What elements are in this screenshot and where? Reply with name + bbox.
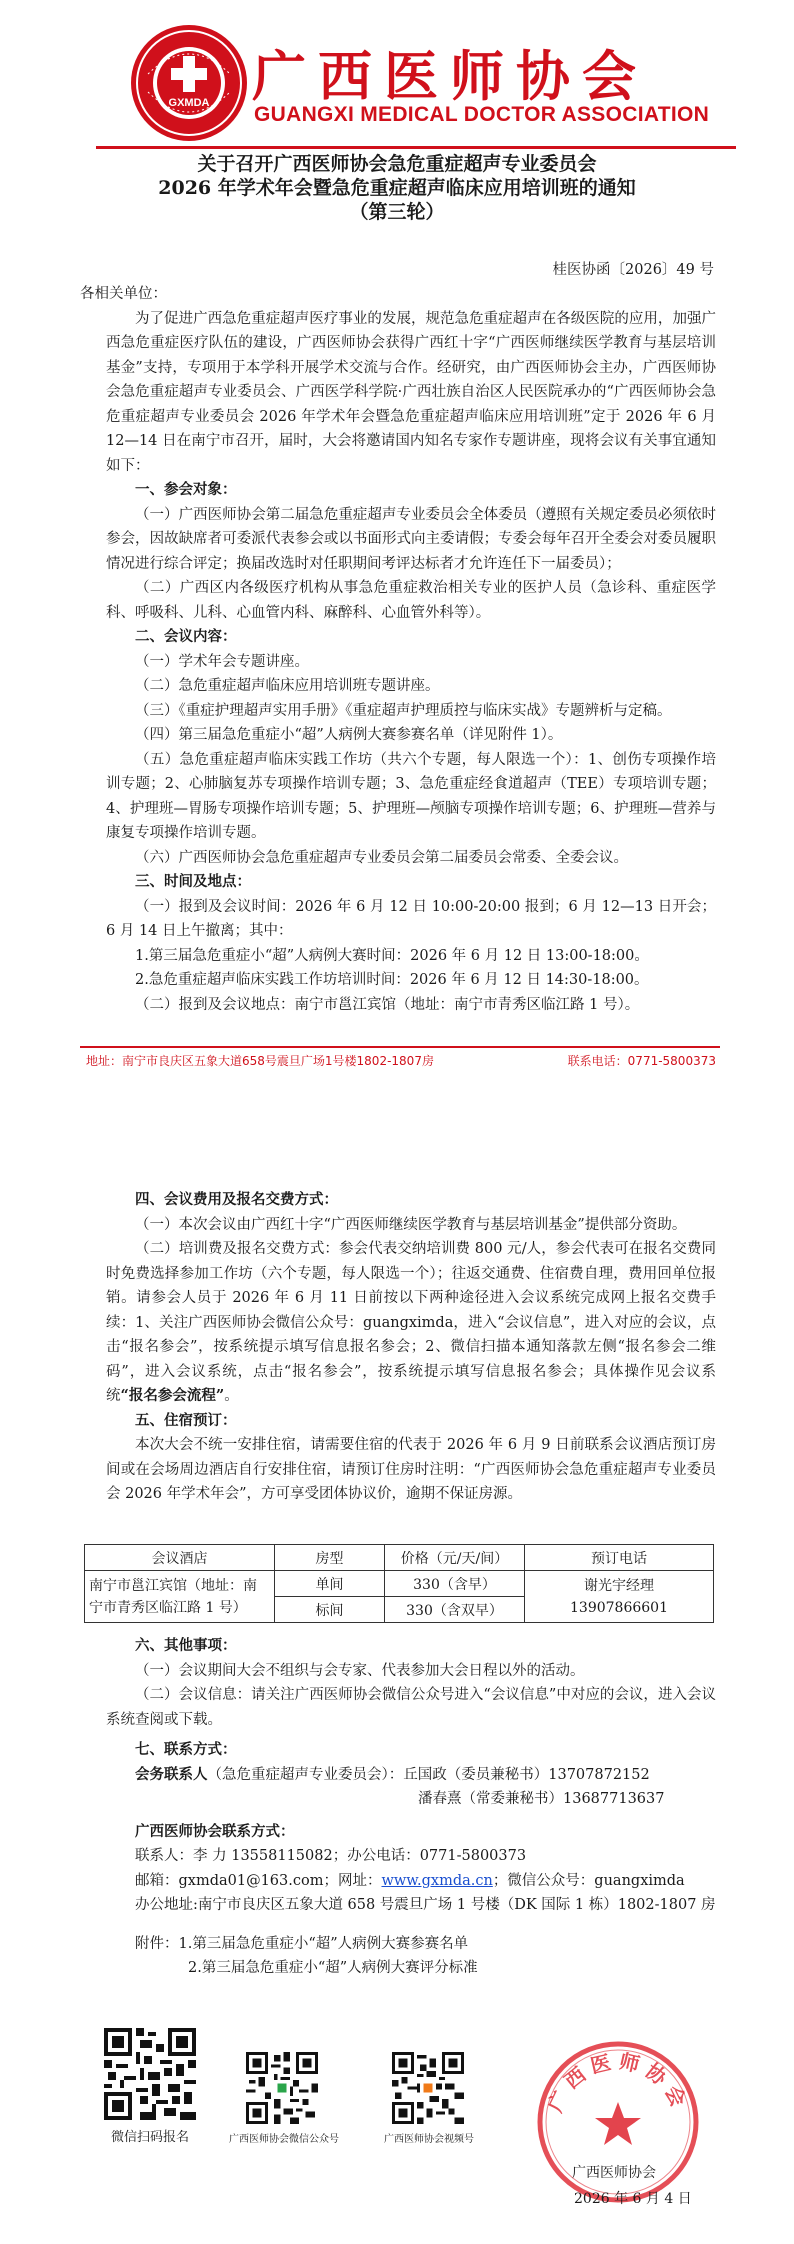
affairs-org: （急危重症超声专业委员会）： <box>207 1766 404 1783</box>
website-link[interactable]: www.gxmda.cn <box>381 1872 493 1889</box>
footer-phone: 联系电话：0771-5800373 <box>567 1054 716 1068</box>
wechat-official-qr-code[interactable] <box>246 2052 318 2124</box>
qr-caption-official: 广西医师协会微信公众号 <box>229 2134 339 2145</box>
room-price: 330（含双早） <box>385 1597 525 1623</box>
booking-contact-name: 谢光宇经理 <box>584 1577 654 1594</box>
affairs-contact-2: 潘春熹（常委兼秘书）13687713637 <box>418 1791 665 1807</box>
booking-contact-phone: 13907866601 <box>570 1599 668 1616</box>
section-2-item: （六）广西医师协会急危重症超声专业委员会第二届委员会常委、全委会议。 <box>135 849 628 866</box>
header-divider <box>96 146 736 149</box>
room-type: 标间 <box>275 1597 385 1623</box>
footer-address: 地址：南宁市良庆区五象大道658号震旦广场1号楼1802-1807房 <box>86 1054 434 1068</box>
title-line-2: 2026 年学术年会暨急危重症超声临床应用培训班的通知 <box>158 177 636 199</box>
registration-end: 。 <box>224 1388 239 1404</box>
title-line-3: （第三轮） <box>349 201 445 223</box>
affairs-label: 会务联系人 <box>135 1765 208 1783</box>
qr-caption-registration: 微信扫码报名 <box>110 2130 189 2145</box>
section-2-item: （一）学术年会专题讲座。 <box>135 653 309 670</box>
section-4-item: （一）本次会议由广西红十字“广西医师继续医学教育与基层培训基金”提供部分资助。 <box>135 1216 687 1233</box>
section-4-item <box>106 1237 716 1409</box>
section-2-item: （二）急危重症超声临床应用培训班专题讲座。 <box>135 678 440 694</box>
registration-qr-code[interactable] <box>104 2028 196 2120</box>
attachment-item-2: 2.第三届急危重症小“超”人病例大赛评分标准 <box>188 1960 478 1976</box>
title-line-1: 关于召开广西医师协会急危重症超声专业委员会 <box>197 153 597 175</box>
section-3-heading: 三、时间及地点： <box>135 873 251 890</box>
section-3-item: （一）报到及会议时间：2026 年 6 月 12 日 10:00-20:00 报到；6 月 12—13 日开会；6 月 14 日上午撤离；其中： <box>106 898 716 939</box>
salutation: 各相关单位： <box>80 286 167 302</box>
email-text: 邮箱：gxmda01@163.com；网址： <box>135 1872 382 1889</box>
room-type: 单间 <box>275 1571 385 1597</box>
document-number: 桂医协函〔2026〕49 号 <box>552 262 714 278</box>
section-2-item: （四）第三届急危重症小“超”人病例大赛参赛名单（详见附件 1）。 <box>135 727 563 743</box>
hotel-name: 南宁市邕江宾馆（地址：南宁市青秀区临江路 1 号） <box>85 1571 275 1623</box>
body-section-3 <box>106 1634 716 1981</box>
section-3-item: 2.急危重症超声临床实践工作坊培训时间：2026 年 6 月 12 日 14:30-18:00。 <box>135 972 649 988</box>
hotel-table <box>84 1544 714 1623</box>
table-row <box>85 1571 714 1597</box>
attachment-item-1: 1.第三届急危重症小“超”人病例大赛参赛名单 <box>178 1935 469 1952</box>
booking-contact <box>525 1571 714 1623</box>
registration-text: （二）培训费及报名交费方式：参会代表交纳培训费 800 元/人，参会代表可在报名交费同时免费选择参加工作坊（六个专题，每人限选一个）；往返交通费、住宿费自理，费用回单位报销。请参会人员于 2026 年 6 月 11 日前按以下两种途径进入会议系统完成网上报名交费手续：1、关注广西医师协会微信公众号：guangximda，进入“会议信息”，进入对应的会议，点击“报名参会”，按系统提示填写信息报名参会；2、微信扫描本通知落款左侧“报名参会二维码”，进入会议系统，点击“报名参会”，按系统提示填写信息报名参会；具体操作见会议系统 <box>106 1241 716 1404</box>
logo-text: GXMDA <box>168 97 210 109</box>
table-header-row <box>85 1545 714 1571</box>
page-footer <box>86 1052 716 1069</box>
section-1-item: （二）广西区内各级医疗机构从事急危重症救治相关专业的医护人员（急诊科、重症医学科、呼吸科、儿科、心血管内科、麻醉科、心血管外科等）。 <box>106 580 716 621</box>
footer-divider <box>80 1046 720 1048</box>
video-account-qr-code[interactable] <box>392 2052 464 2124</box>
table-header-cell: 房型 <box>275 1545 385 1571</box>
table-header-cell: 预订电话 <box>525 1545 714 1571</box>
assoc-contact-person: 联系人：李 力 13558115082；办公电话：0771-5800373 <box>135 1848 527 1864</box>
room-price: 330（含早） <box>385 1571 525 1597</box>
section-2-item: （三）《重症护理超声实用手册》《重症超声护理质控与临床实战》专题辨析与定稿。 <box>135 702 672 719</box>
section-2-item: （五）急危重症超声临床实践工作坊（共六个专题，每人限选一个）：1、创伤专项操作培训专题；2、心肺脑复苏专项操作培训专题；3、急危重症经食道超声（TEE）专项培训专题；4、护理班—胃肠专项操作培训专题；5、护理班—颅脑专项操作培训专题；6、护理班—营养与康复专项操作培训专题。 <box>106 751 716 841</box>
section-7-heading: 七、联系方式： <box>135 1741 237 1758</box>
section-1-item: （一）广西医师协会第二届急危重症超声专业委员会全体委员（遵照有关规定委员必须依时参会，因故缺席者可委派代表参会或以书面形式向主委请假；专委会每年召开全委会对委员履职情况进行综合评定；换届改选时对任职期间考评达标者才允许连任下一届委员）； <box>106 506 716 572</box>
intro-paragraph: 为了促进广西急危重症超声医疗事业的发展，规范急危重症超声在各级医院的应用，加强广西急危重症医疗队伍的建设，广西医师协会获得广西红十字“广西医师继续医学教育与基层培训基金”支持，专项用于本学科开展学术交流与合作。经研究，由广西医师协会主办，广西医师协会急危重症超声专业委员会、广西医学科学院·广西壮族自治区人民医院承办的“广西医师协会急危重症超声专业委员会 2026 年学术年会暨急危重症超声临床应用培训班”定于 2026 年 6 月 12—14 日在南宁市召开，届时，大会将邀请国内知名专家作专题讲座，现将会议有关事宜通知如下： <box>106 310 716 474</box>
body-section-2 <box>106 1188 716 1507</box>
section-2-heading: 二、会议内容： <box>135 628 237 645</box>
signature-date: 2026 年 6 月 4 日 <box>574 2191 692 2207</box>
wechat-text: ；微信公众号：guangximda <box>492 1872 685 1889</box>
seal-text: 广西医师协会 <box>542 2048 694 2116</box>
office-address: 办公地址:南宁市良庆区五象大道 658 号震旦广场 1 号楼（DK 国际 1 栋）1802-1807 房 <box>135 1897 716 1913</box>
section-5-heading: 五、住宿预订： <box>135 1411 237 1429</box>
body-section-1 <box>80 282 716 1017</box>
accommodation-text: 本次大会不统一安排住宿，请需要住宿的代表于 2026 年 6 月 9 日前联系会议酒店预订房间或在会场周边酒店自行安排住宿，请预订住房时注明：“广西医师协会急危重症超声专业委员会 2026 年学术年会”，方可享受团体协议价，逾期不保证房源。 <box>106 1437 716 1502</box>
table-header-cell: 价格（元/天/间） <box>385 1545 525 1571</box>
letterhead <box>0 0 794 150</box>
assoc-email-line <box>106 1869 716 1894</box>
section-6-heading: 六、其他事项： <box>135 1637 237 1654</box>
section-6-item: （二）会议信息：请关注广西医师协会微信公众号进入“会议信息”中对应的会议，进入会议系统查阅或下载。 <box>106 1687 716 1728</box>
association-logo <box>128 22 250 144</box>
section-1-heading: 一、参会对象： <box>135 481 237 498</box>
assoc-contact-heading: 广西医师协会联系方式： <box>135 1822 295 1840</box>
section-4-heading: 四、会议费用及报名交费方式： <box>135 1191 338 1208</box>
section-3-item: （二）报到及会议地点：南宁市邕江宾馆（地址：南宁市青秀区临江路 1 号）。 <box>135 996 640 1013</box>
attachment-1 <box>106 1932 716 1957</box>
org-name-en: GUANGXI MEDICAL DOCTOR ASSOCIATION <box>254 103 710 126</box>
notice-title <box>0 152 794 224</box>
affairs-contact-1: 丘国政（委员兼秘书）13707872152 <box>403 1766 650 1783</box>
attachment-label: 附件： <box>135 1935 179 1952</box>
registration-process-link[interactable]: “报名参会流程” <box>120 1387 225 1404</box>
signature-org: 广西医师协会 <box>572 2165 656 2181</box>
section-3-item: 1.第三届急危重症小“超”人病例大赛时间：2026 年 6 月 12 日 13:00-18:00。 <box>135 947 649 964</box>
org-name-cn: 广西医师协会 <box>252 44 648 108</box>
section-6-item: （一）会议期间大会不组织与会专家、代表参加大会日程以外的活动。 <box>135 1662 585 1679</box>
affairs-contact <box>106 1763 716 1788</box>
qr-caption-video: 广西医师协会视频号 <box>384 2134 474 2145</box>
table-header-cell: 会议酒店 <box>85 1545 275 1571</box>
